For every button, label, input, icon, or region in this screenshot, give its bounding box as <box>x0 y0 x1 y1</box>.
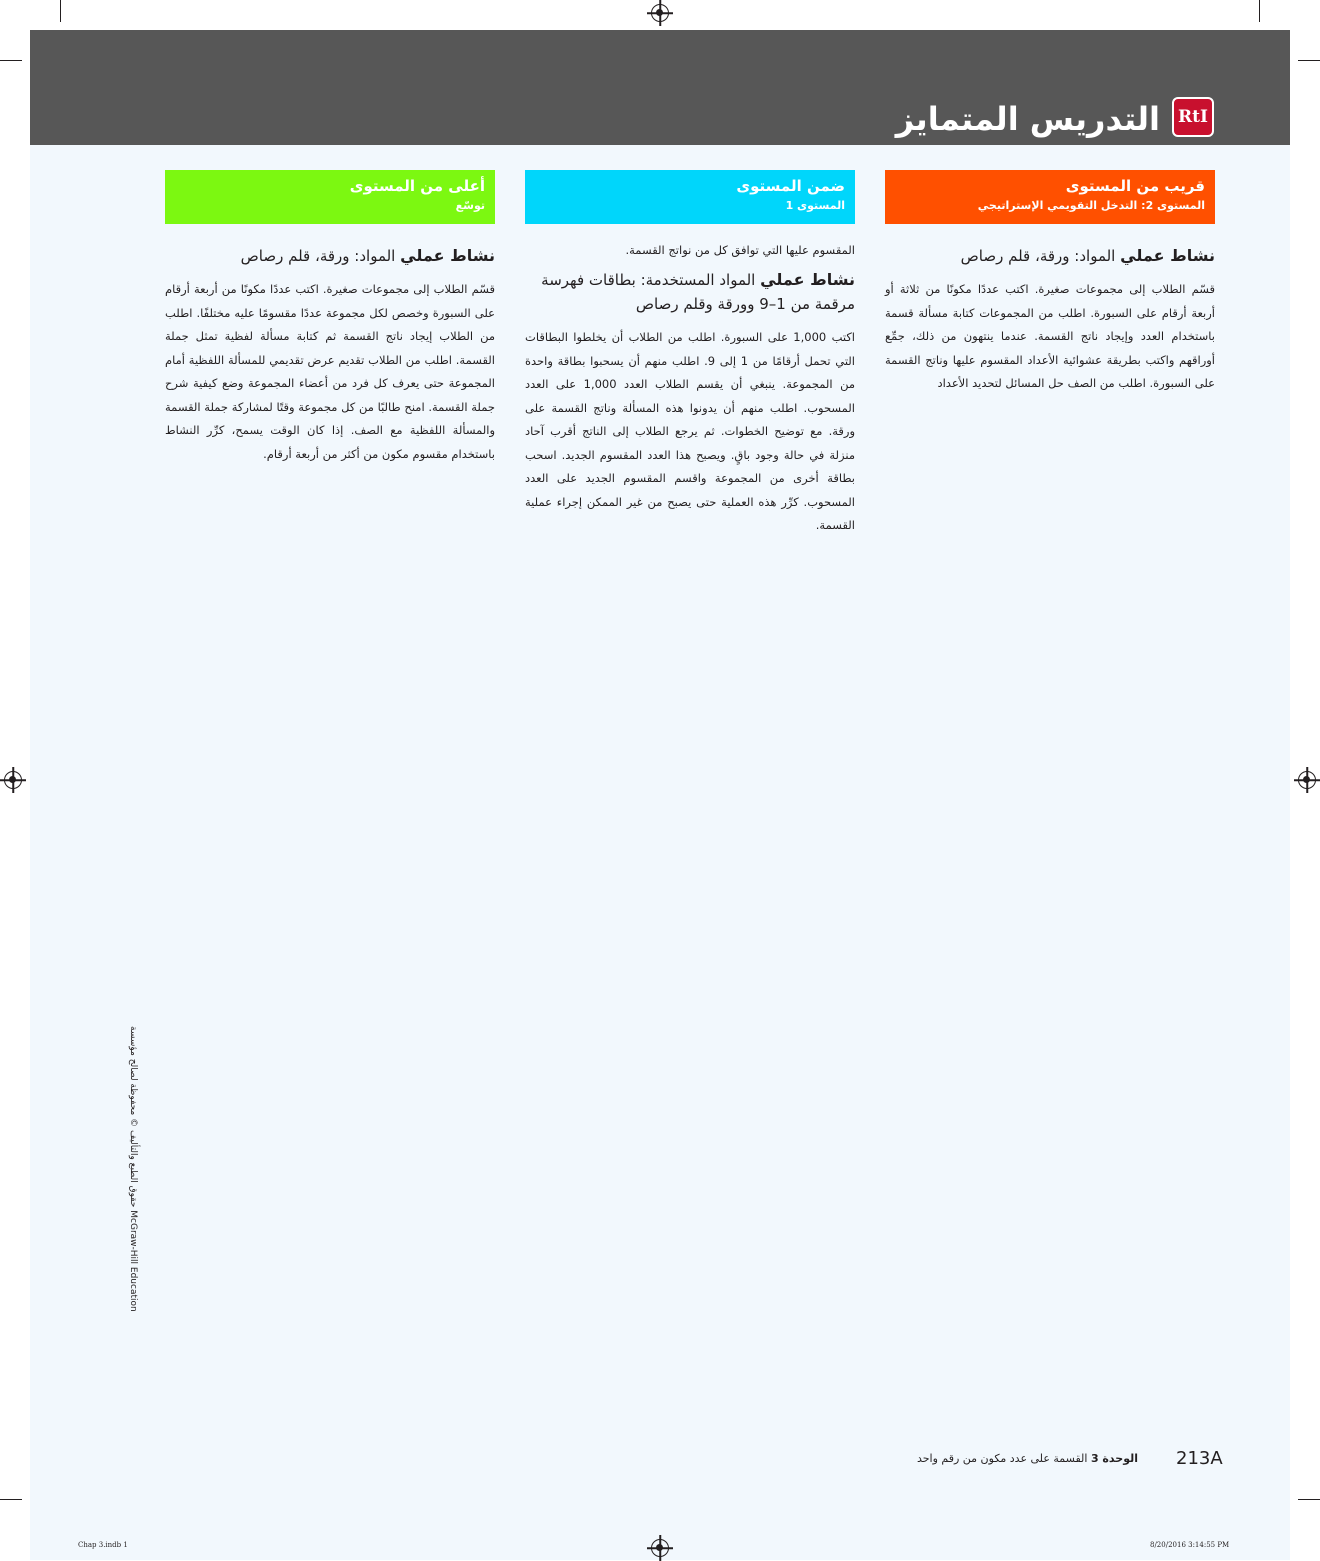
tier-subtitle: المستوى 2: التدخل التقويمي الإستراتيجي <box>977 199 1205 212</box>
slug-file: Chap 3.indb 1 <box>78 1541 128 1549</box>
tier-column-approaching <box>885 170 1215 396</box>
activity-body: قسّم الطلاب إلى مجموعات صغيرة. اكتب عددًا مكونًا من ثلاثة أو أربعة أرقام على السبورة. اطلب من المجموعات كتابة مسألة قسمة باستخدام العدد وإيجاد ناتج القسمة. عندما ينتهون من ذلك، جمِّع أوراقهم واكتب بطريقة عشوائية الأعداد المقسوم عليها وناتج القسمة على السبورة. اطلب من الصف حل المسائل لتحديد الأعداد <box>885 282 1215 390</box>
tier-header <box>525 170 855 224</box>
chapter-label: الوحدة 3 <box>1090 1452 1138 1465</box>
tier-header <box>165 170 495 224</box>
crop-mark <box>1259 0 1260 22</box>
copyright-notice: حقوق الطبع والتأليف © محفوظة لصالح مؤسسة McGraw-Hill Education <box>128 1026 138 1312</box>
page-number: 213A <box>1176 1448 1223 1469</box>
activity-materials: المواد: ورقة، قلم رصاص <box>240 247 396 265</box>
crop-mark <box>1298 1499 1320 1500</box>
crop-mark <box>0 1499 22 1500</box>
registration-mark-icon <box>651 1539 669 1557</box>
tier-column-on-level <box>525 170 855 538</box>
crop-mark <box>60 0 61 22</box>
rti-logo: RtI <box>1172 97 1214 137</box>
slug-timestamp: 8/20/2016 3:14:55 PM <box>1150 1541 1230 1549</box>
activity-label: نشاط عملي <box>1120 246 1215 265</box>
registration-mark-icon <box>651 4 669 22</box>
chapter-footer <box>917 1452 1138 1465</box>
activity-materials: المواد المستخدمة: بطاقات فهرسة مرقمة من 1–9 وورقة وقلم رصاص <box>541 271 855 313</box>
activity-title <box>885 244 1215 268</box>
activity-body: اكتب 1,000 على السبورة. اطلب من الطلاب أن يخلطوا البطاقات التي تحمل أرقامًا من 1 إلى 9. اطلب منهم أن يسحبوا بطاقة واحدة من المجموعة. ينبغي أن يقسم الطلاب العدد 1,000 على العدد المسحوب. اطلب منهم أن يدونوا هذه المسألة وناتج القسمة على ورقة. مع توضيح الخطوات. ثم يرجع الطلاب إلى الناتج أقرب آحاد منزلة في حالة وجود باقٍ. ويصبح هذا العدد المقسوم الجديد. اسحب بطاقة أخرى من المجموعة واقسم المقسوم الجديد على العدد المسحوب. كرِّر هذه العملية حتى يصبح من غير الممكن إجراء عملية القسمة. <box>525 330 856 532</box>
tier-column-beyond <box>165 170 495 466</box>
page-title: التدريس المتمايز <box>895 100 1160 138</box>
chapter-title: القسمة على عدد مكون من رقم واحد <box>916 1452 1088 1465</box>
continued-text: المقسوم عليها التي توافق كل من نواتج القسمة. <box>625 243 855 257</box>
tier-title: قريب من المستوى <box>1065 177 1205 195</box>
activity-title <box>165 244 495 268</box>
registration-mark-icon <box>4 771 22 789</box>
tier-header <box>885 170 1215 224</box>
activity-title <box>525 268 855 316</box>
tier-subtitle: توسّع <box>455 199 485 212</box>
tier-title: ضمن المستوى <box>736 177 845 195</box>
crop-mark <box>0 60 22 61</box>
tier-subtitle: المستوى 1 <box>785 199 845 212</box>
tier-title: أعلى من المستوى <box>349 177 485 195</box>
crop-mark <box>1298 60 1320 61</box>
activity-label: نشاط عملي <box>760 270 855 289</box>
activity-label: نشاط عملي <box>400 246 495 265</box>
activity-body: قسّم الطلاب إلى مجموعات صغيرة. اكتب عددًا مكونًا من أربعة أرقام على السبورة وخصص لكل مجموعة عددًا مقسومًا عليه مختلفًا. اطلب من الطلاب إيجاد ناتج القسمة ثم كتابة مسألة لفظية تمثل جملة القسمة. اطلب من الطلاب تقديم عرض تقديمي للمسألة اللفظية أمام المجموعة حتى يعرف كل فرد من أعضاء المجموعة وضع كيفية شرح جملة القسمة. امنح طالبًا من كل مجموعة وقتًا لمشاركة جملة القسمة والمسألة اللفظية مع الصف. إذا كان الوقت يسمح، كرِّر النشاط باستخدام مقسوم مكون من أكثر من أربعة أرقام. <box>165 282 495 461</box>
activity-materials: المواد: ورقة، قلم رصاص <box>960 247 1116 265</box>
registration-mark-icon <box>1298 771 1316 789</box>
